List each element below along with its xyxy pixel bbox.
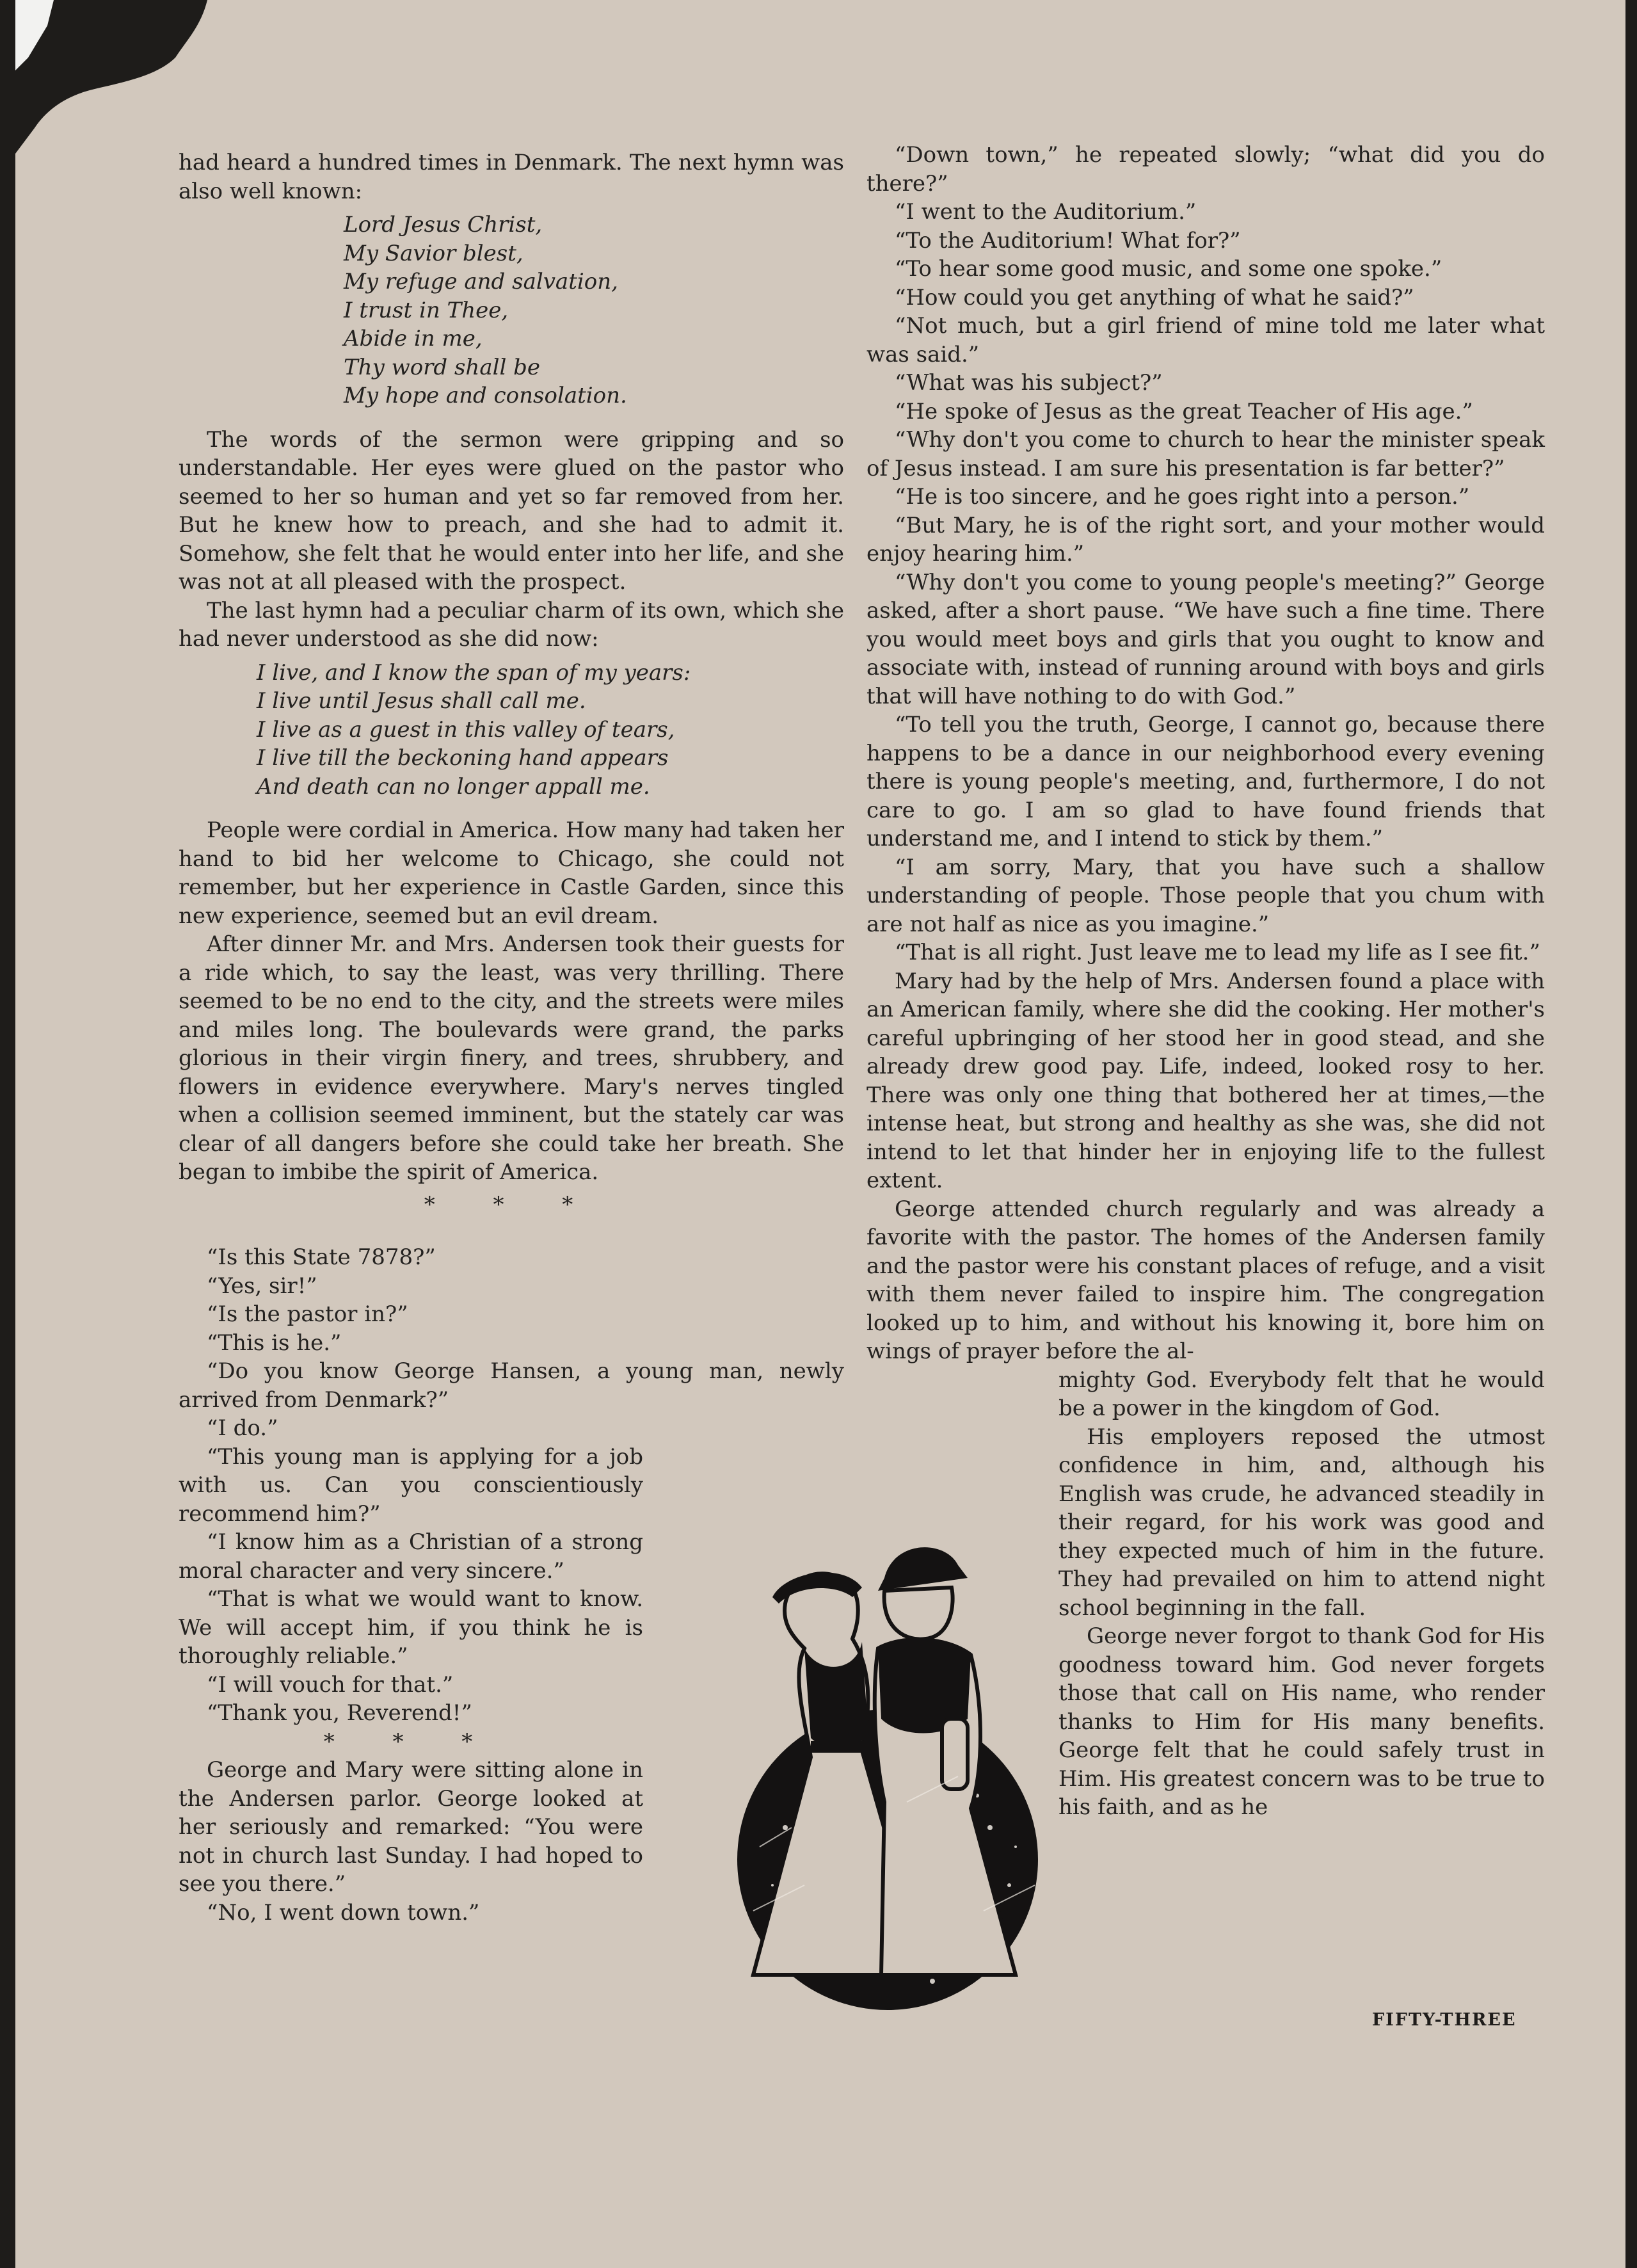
- dialogue-line: “How could you get anything of what he said?”: [895, 284, 1414, 310]
- verse-line: My Savior blest,: [344, 240, 523, 266]
- dialogue-line: “He is too sincere, and he goes right into a person.”: [895, 484, 1470, 510]
- hymn-verse-2: [179, 659, 844, 801]
- verse-line: I live as a guest in this valley of tears,: [257, 716, 675, 743]
- dialogue-line: “Down town,” he repeated slowly; “what did you do there?”: [866, 142, 1545, 197]
- dialogue-line: “Thank you, Reverend!”: [207, 1700, 472, 1726]
- torn-corner: [15, 0, 284, 154]
- dialogue-line: “But Mary, he is of the right sort, and your mother would enjoy hearing him.”: [866, 512, 1545, 567]
- dialogue-line: “I went to the Auditorium.”: [895, 199, 1197, 225]
- verse-line: And death can no longer appall me.: [257, 773, 650, 800]
- dialogue-line: “Is this State 7878?”: [207, 1244, 436, 1270]
- dialogue-line: “I know him as a Christian of a strong moral character and very sincere.”: [179, 1529, 643, 1584]
- dialogue-line: “Not much, but a girl friend of mine told me later what was said.”: [866, 313, 1545, 367]
- paragraph: George and Mary were sitting alone in the Andersen parlor. George looked at her seriously and remarked: “You were not in church last Sunday. I had hoped to see you there.”: [179, 1757, 643, 1897]
- dialogue-line: “No, I went down town.”: [207, 1899, 480, 1926]
- dialogue-line: “This young man is applying for a job with us. Can you conscientiously recommend him?”: [179, 1444, 643, 1527]
- magazine-page: [15, 0, 1625, 2268]
- verse-line: My hope and consolation.: [344, 383, 627, 408]
- paragraph: His employers reposed the utmost confidence in him, and, although his English was crude, he advanced steadily in their regard, for his work was good and they expected much of him in the future. They had prevailed on him to attend night school beginning in the fall.: [1058, 1424, 1545, 1621]
- paragraph: George never forgot to thank God for His goodness toward him. God never forgets those that call on His name, who render thanks to Him for His many benefits. George felt that he could safely trust in Him. His greatest concern was to be true to his faith, and as he: [1058, 1623, 1545, 1820]
- verse-line: I live till the beckoning hand appears: [257, 745, 669, 771]
- couple-illustration: [715, 1527, 1048, 2013]
- dialogue-line: “Why don't you come to young people's meeting?” George asked, after a short pause. “We have such a fine time. There you would meet boys and girls that you ought to know and associate with, instead of running around with boys and girls that will have nothing to do with God.”: [866, 569, 1545, 709]
- dialogue-line: “What was his subject?”: [895, 370, 1163, 396]
- narrow-text-block: [1058, 1366, 1545, 1822]
- narrow-text-block: [179, 1443, 643, 1927]
- dialogue-line: “Yes, sir!”: [207, 1273, 317, 1299]
- verse-line: Thy word shall be: [344, 354, 541, 380]
- dialogue-line: “I am sorry, Mary, that you have such a shallow understanding of people. Those people that you chum with are not half as nice as you imagine.”: [866, 854, 1545, 937]
- hymn-verse-1: [179, 211, 844, 410]
- verse-line: Abide in me,: [344, 326, 483, 351]
- dialogue-line: “To hear some good music, and some one spoke.”: [895, 256, 1442, 282]
- verse-line: My refuge and salvation,: [344, 269, 618, 294]
- dialogue-line: “This is he.”: [207, 1330, 342, 1356]
- dialogue-line: “Why don't you come to church to hear the minister speak of Jesus instead. I am sure his presentation is far better?”: [866, 427, 1545, 481]
- paragraph: People were cordial in America. How many had taken her hand to bid her welcome to Chicago, she could not remember, but her experience in Castle Garden, since this new experience, seemed but an evil dream.: [179, 817, 844, 929]
- verse-line: I live until Jesus shall call me.: [257, 688, 586, 714]
- dialogue-line: “To the Auditorium! What for?”: [895, 227, 1241, 253]
- dialogue-line: “That is what we would want to know. We will accept him, if you think he is thoroughly reliable.”: [179, 1586, 643, 1669]
- paragraph: The words of the sermon were gripping and so understandable. Her eyes were glued on the pastor who seemed to her so human and yet so far removed from her. But he knew how to preach, and she had to admit it. Somehow, she felt that he would enter into her life, and she was not at all pleased with the prospect.: [179, 426, 844, 595]
- dialogue-line: “Do you know George Hansen, a young man, newly arrived from Denmark?”: [179, 1358, 844, 1413]
- paragraph: After dinner Mr. and Mrs. Andersen took their guests for a ride which, to say the least, was very thrilling. There seemed to be no end to the city, and the streets were miles and miles long. The boulevards were grand, the parks glorious in their virgin finery, and trees, shrubbery, and flowers in evidence everywhere. Mary's nerves tingled when a collision seemed imminent, but the stately car was clear of all dangers before she could take her breath. She began to imbibe the spirit of America.: [179, 931, 844, 1185]
- page-number: FIFTY-THREE: [1372, 2010, 1517, 2030]
- paragraph: had heard a hundred times in Denmark. The next hymn was also well known:: [179, 150, 844, 204]
- paragraph: George attended church regularly and was already a favorite with the pastor. The homes of the Andersen family and the pastor were his constant places of refuge, and a visit with them never failed to inspire him. The congregation looked up to him, and without his knowing it, bore him on wings of prayer before the al-: [866, 1196, 1545, 1364]
- dialogue-line: “I do.”: [207, 1415, 278, 1441]
- section-separator: * * *: [424, 1191, 599, 1218]
- section-separator: * * *: [323, 1728, 499, 1755]
- dialogue-line: “I will vouch for that.”: [207, 1671, 454, 1698]
- dialogue-line: “To tell you the truth, George, I cannot go, because there happens to be a dance in our neighborhood every evening there is young people's meeting, and, furthermore, I do not care to go. I am so glad to have found friends that understand me, and I intend to stick by them.”: [866, 712, 1545, 851]
- dialogue-line: “He spoke of Jesus as the great Teacher of His age.”: [895, 398, 1473, 424]
- dialogue-line: “Is the pastor in?”: [207, 1301, 408, 1327]
- paragraph: mighty God. Everybody felt that he would be a power in the kingdom of God.: [1058, 1367, 1545, 1421]
- verse-line: Lord Jesus Christ,: [344, 212, 543, 237]
- verse-line: I live, and I know the span of my years:: [257, 659, 691, 686]
- paragraph: Mary had by the help of Mrs. Andersen found a place with an American family, where she did the cooking. Her mother's careful upbringing of her stood her in good stead, and she already drew good pay. Life, indeed, looked rosy to her. There was only one thing that bothered her at times,—the intense heat, but strong and healthy as she was, she did not intend to let that hinder her in enjoying life to the fullest extent.: [866, 968, 1545, 1193]
- dialogue-line: “That is all right. Just leave me to lead my life as I see fit.”: [895, 940, 1540, 965]
- paragraph: The last hymn had a peculiar charm of its own, which she had never understood as she did now:: [179, 597, 844, 652]
- verse-line: I trust in Thee,: [344, 297, 509, 323]
